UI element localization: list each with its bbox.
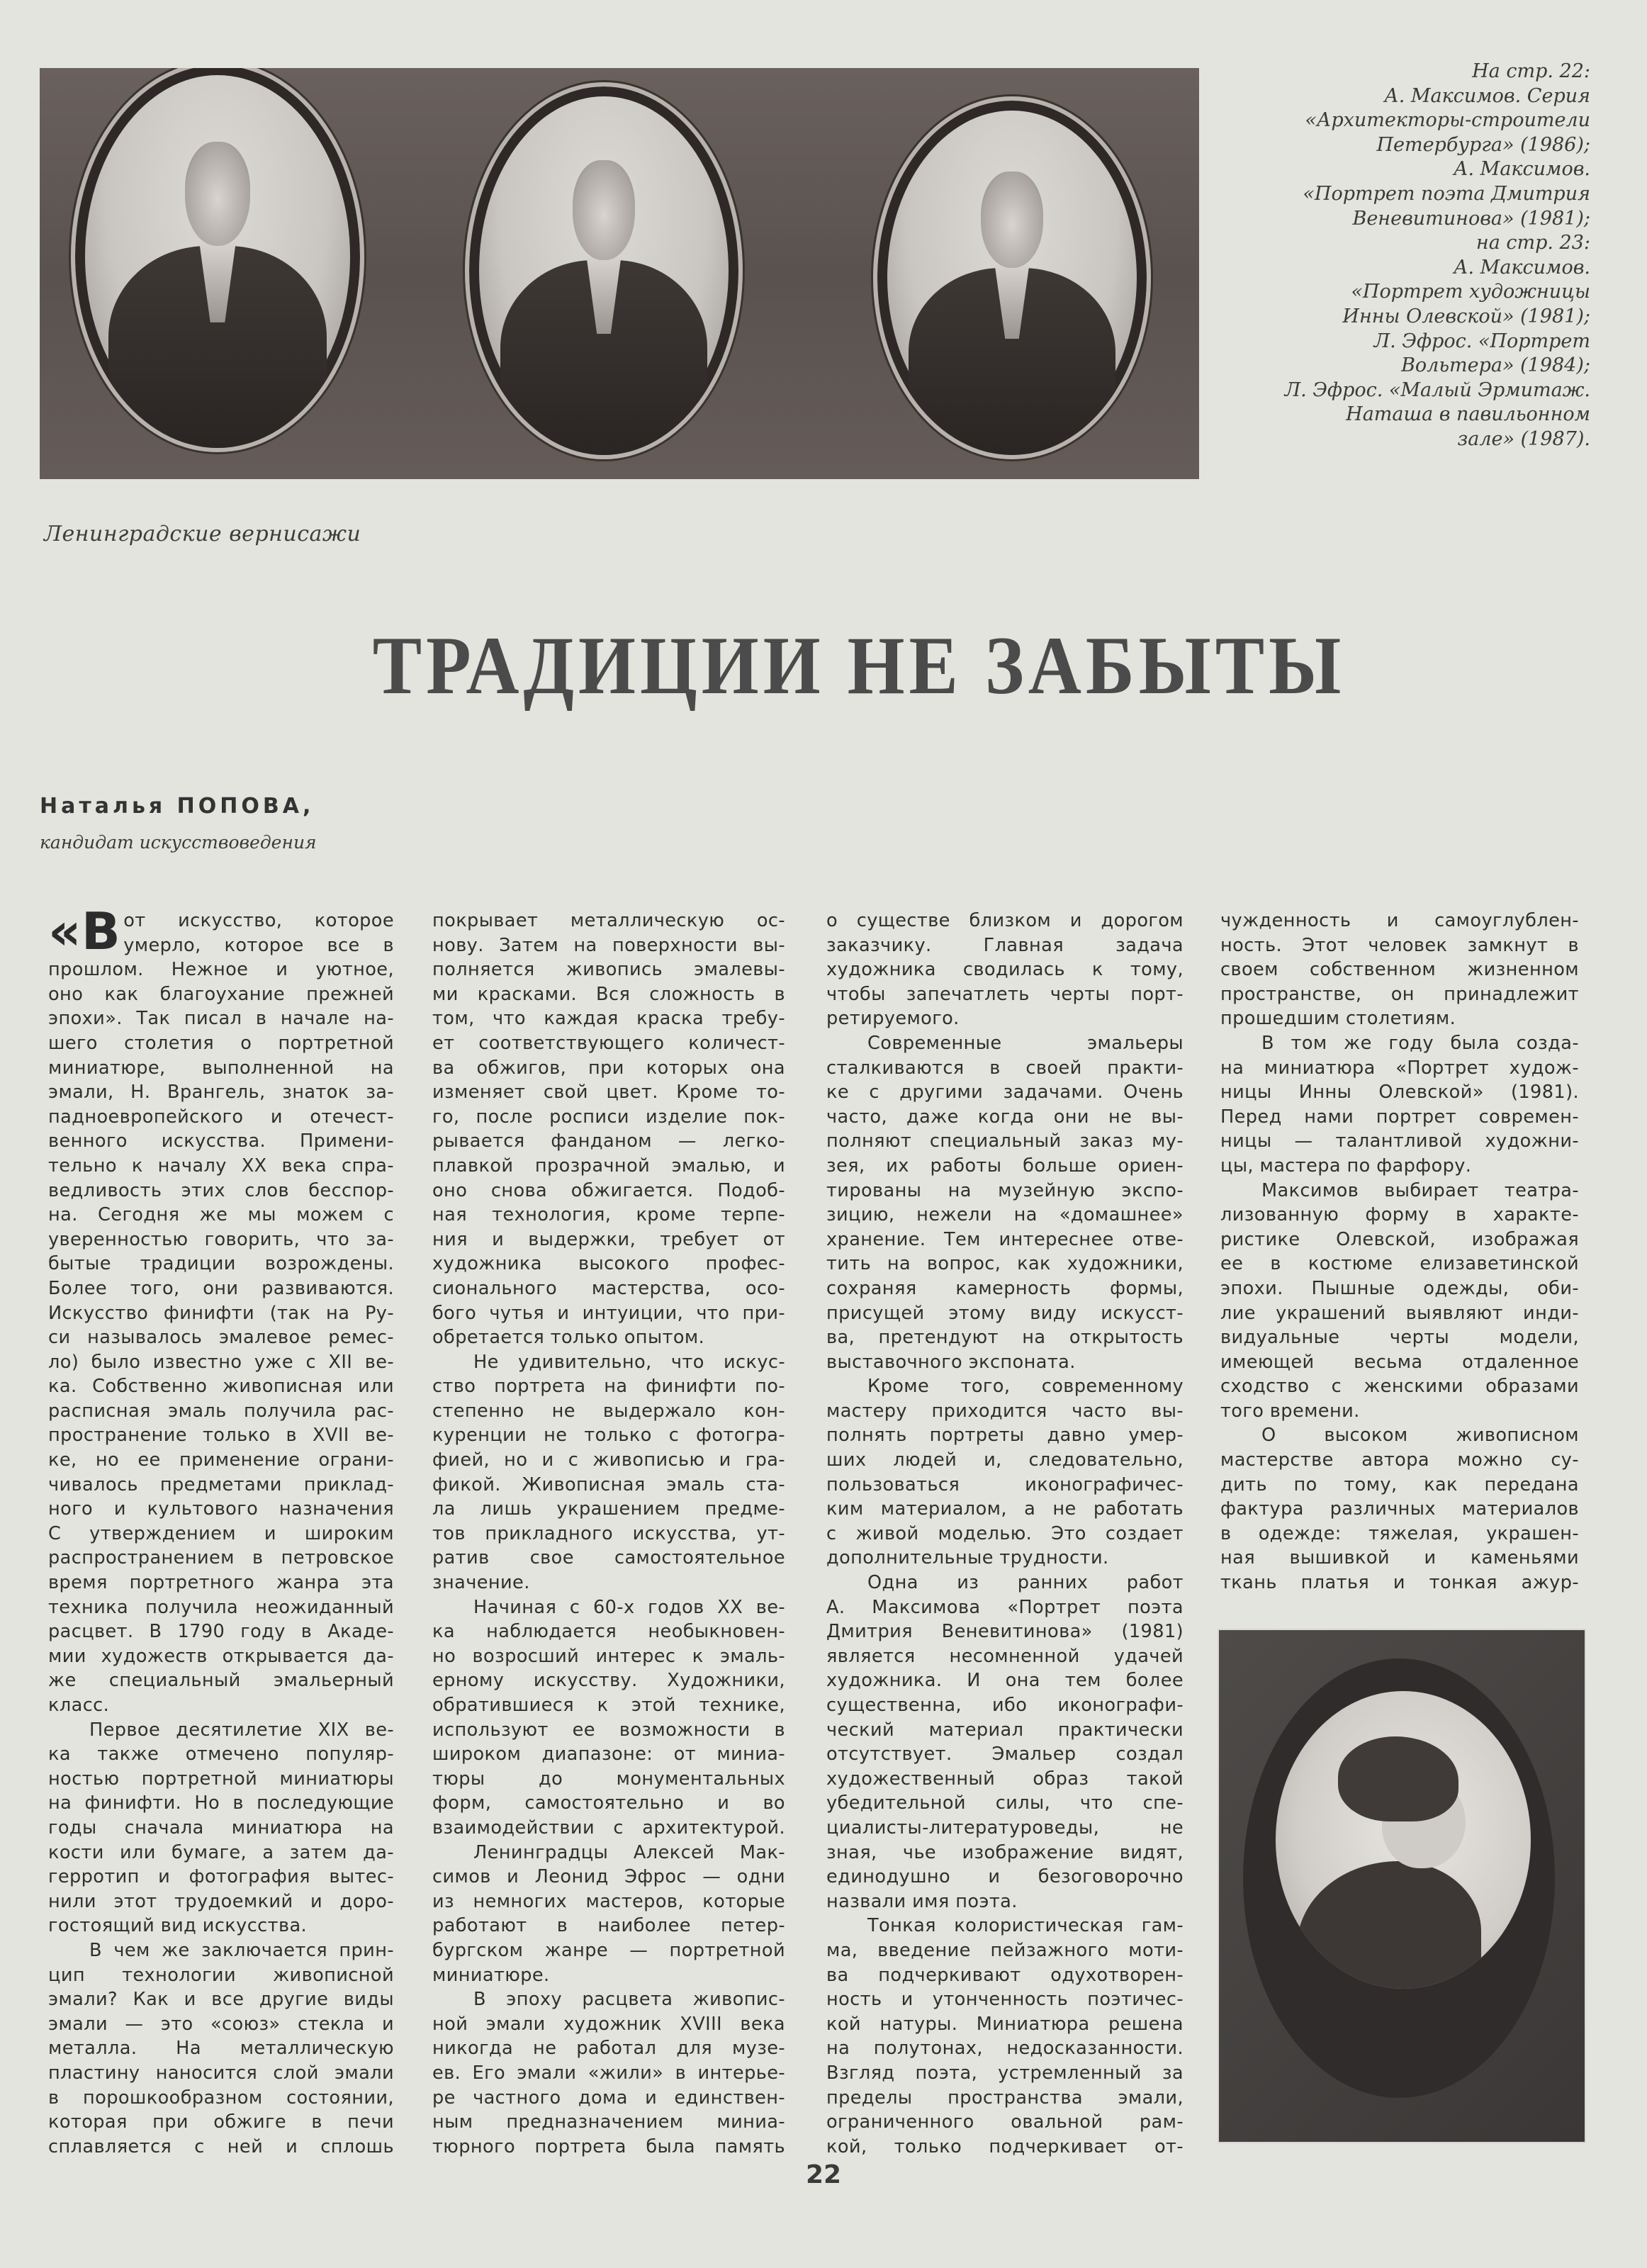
text-line: умерло, которое все в	[123, 934, 394, 956]
text-line: ло) было известно уже с XII ве-	[48, 1351, 394, 1373]
text-line: фактура различных материалов	[1220, 1498, 1579, 1520]
text-line: из немногих мастеров, которые	[432, 1890, 785, 1912]
text-line: на финифти. Но в последующие	[48, 1792, 394, 1814]
text-line: бургском жанре — портретной	[432, 1939, 785, 1961]
text-line: прошлом. Нежное и уютное,	[48, 959, 394, 981]
text-line: лие украшений выявляют инди-	[1220, 1302, 1579, 1324]
caption-line: Наташа в павильонном	[1346, 403, 1590, 426]
caption-line: На стр. 22:	[1472, 60, 1590, 82]
text-line: Перед нами портрет современ-	[1220, 1106, 1579, 1128]
text-line: художника. И она тем более	[826, 1670, 1184, 1692]
text-line: хранение. Тем интереснее отве-	[826, 1228, 1184, 1250]
text-line: А. Максимова «Портрет поэта	[826, 1596, 1184, 1618]
portrait-left	[71, 68, 364, 452]
text-line: расцвет. В 1790 году в Акаде-	[48, 1621, 394, 1643]
text-line: ка. Собственно живописная или	[48, 1376, 394, 1398]
text-line: но возросший интерес к эмаль-	[432, 1645, 785, 1667]
author-name: Наталья ПОПОВА,	[40, 794, 315, 819]
text-line: падноевропейского и отечест-	[48, 1106, 394, 1128]
caption-line: «Портрет поэта Дмитрия	[1303, 182, 1590, 205]
text-line: Не удивительно, что искус-	[473, 1351, 785, 1373]
text-line: сионального мастерства, осо-	[432, 1277, 785, 1299]
text-line: ведливость этих слов бесспор-	[48, 1179, 394, 1201]
text-line: мастерстве автора можно су-	[1220, 1449, 1579, 1471]
text-line: является несомненной удачей	[826, 1645, 1184, 1667]
sitter-figure	[926, 172, 1098, 455]
hair-shape	[1338, 1736, 1458, 1821]
text-line: зея, их работы больше ориен-	[826, 1155, 1184, 1177]
head-shape	[185, 142, 251, 246]
caption-line: Вольтера» (1984);	[1401, 354, 1590, 377]
text-line: О высоком живописном	[1261, 1425, 1579, 1447]
text-line: пределы пространства эмали,	[826, 2087, 1184, 2109]
text-line: Максимов выбирает театра-	[1261, 1179, 1579, 1201]
text-line: Искусство финифти (так на Ру-	[48, 1302, 394, 1324]
text-line: изменяет свой цвет. Кроме то-	[432, 1082, 785, 1104]
caption-line: зале» (1987).	[1457, 427, 1590, 450]
text-line: художника высокого профес-	[432, 1253, 785, 1275]
text-line: полняется живопись эмалевы-	[432, 959, 785, 981]
author-role: кандидат искусствоведения	[40, 832, 317, 853]
text-line: плавкой прозрачной эмалью, и	[432, 1155, 785, 1177]
text-column-4	[1220, 909, 1579, 1595]
text-line: на полутонах, недосказанности.	[826, 2038, 1184, 2060]
caption-line: «Портрет художницы	[1351, 281, 1590, 303]
text-line: нову. Затем на поверхности вы-	[432, 934, 785, 956]
text-line: полняют специальный заказ му-	[826, 1130, 1184, 1152]
text-line: циалисты-литературоведы, не	[826, 1817, 1184, 1838]
text-line: дополнительные трудности.	[826, 1547, 1109, 1569]
text-line: ческий материал практически	[826, 1719, 1184, 1741]
text-line: прошедшим столетиям.	[1220, 1008, 1456, 1030]
text-line: единодушно и безоговорочно	[826, 1866, 1184, 1888]
text-line: бытые традиции возрождены.	[48, 1253, 394, 1275]
text-line: сталкиваются в своей практи-	[826, 1057, 1184, 1079]
text-line: эпохи. Пышные одежды, оби-	[1220, 1277, 1579, 1299]
text-line: ва обжигов, при которых она	[432, 1057, 785, 1079]
text-line: чужденность и самоуглублен-	[1220, 910, 1579, 931]
text-line: С утверждением и широким	[48, 1522, 394, 1544]
text-line: В том же году была созда-	[1261, 1032, 1579, 1054]
text-line: эмали, Н. Врангель, знаток за-	[48, 1082, 394, 1104]
text-line: время портретного жанра эта	[48, 1572, 394, 1594]
text-line: ство портрета на финифти по-	[432, 1376, 785, 1398]
text-line: ке, но ее применение ограни-	[48, 1449, 394, 1471]
text-line: часто, даже когда они не вы-	[826, 1106, 1184, 1128]
text-line: Тонкая колористическая гам-	[867, 1915, 1184, 1937]
caption-line: «Архитекторы-строители	[1305, 109, 1590, 132]
text-line: тельно к началу XX века спра-	[48, 1155, 394, 1177]
text-line: работают в наиболее петер-	[432, 1915, 785, 1937]
text-line: Одна из ранних работ	[867, 1572, 1184, 1594]
text-line: Первое десятилетие XIX ве-	[89, 1719, 394, 1741]
text-line: сплавляется с ней и сплошь	[48, 2135, 394, 2157]
text-line: тюрного портрета была память	[432, 2135, 785, 2157]
text-line: цип технологии живописной	[48, 1964, 394, 1986]
head-shape	[573, 160, 635, 260]
text-line: фикой. Живописная эмаль ста-	[432, 1473, 785, 1495]
text-line: Взгляд поэта, устремленный за	[826, 2062, 1184, 2084]
text-line: В эпоху расцвета живопис-	[473, 1989, 785, 2011]
text-line: тов прикладного искусства, ут-	[432, 1522, 785, 1544]
page-number: 22	[805, 2160, 842, 2189]
text-line: герротип и фотография вытес-	[48, 1866, 394, 1888]
text-line: чтобы запечатлеть черты порт-	[826, 983, 1184, 1005]
miniature-enamel	[1276, 1691, 1531, 1989]
text-line: ре частного дома и единствен-	[432, 2087, 785, 2109]
text-line: класс.	[48, 1695, 110, 1716]
text-line: пространстве, он принадлежит	[1220, 983, 1579, 1005]
text-line: металла. На металлическую	[48, 2038, 394, 2060]
article-title: ТРАДИЦИИ НЕ ЗАБЫТЫ	[372, 620, 1346, 712]
text-line: распространением в петровское	[48, 1547, 394, 1569]
text-line: том, что каждая краска требу-	[432, 1008, 785, 1030]
text-line: ткань платья и тонкая ажур-	[1220, 1572, 1579, 1594]
text-line: видуальные черты модели,	[1220, 1327, 1579, 1349]
text-line: ным предназначением миниа-	[432, 2111, 785, 2133]
text-column-2	[432, 909, 785, 2159]
text-line: кой натуры. Миниатюра решена	[826, 2013, 1184, 2035]
text-line: пластину наносится слой эмали	[48, 2062, 394, 2084]
text-line: эмали? Как и все другие виды	[48, 1989, 394, 2011]
text-line: художественный образ такой	[826, 1768, 1184, 1790]
caption-line: Л. Эфрос. «Портрет	[1373, 330, 1590, 352]
text-line: имеющей весьма отдаленное	[1220, 1351, 1579, 1373]
photo-poet-portrait	[1218, 1629, 1586, 2143]
caption-line: А. Максимов. Серия	[1384, 84, 1590, 107]
text-line: отсутствует. Эмальер создал	[826, 1744, 1184, 1765]
text-line: ла лишь украшением предме-	[432, 1498, 785, 1520]
text-line: выставочного экспоната.	[826, 1351, 1076, 1373]
text-line: ет соответствующего количест-	[432, 1032, 785, 1054]
text-line: расписная эмаль получила рас-	[48, 1400, 394, 1422]
section-rubric: Ленинградские вернисажи	[44, 522, 361, 546]
text-line: ва, претендуют на открытость	[826, 1327, 1184, 1349]
text-line: от искусство, которое	[123, 910, 394, 931]
text-line: ность и утонченность поэтичес-	[826, 1989, 1184, 2011]
text-line: покрывает металлическую ос-	[432, 910, 785, 931]
caption-line: Петербурга» (1986);	[1376, 133, 1590, 156]
text-line: нили этот трудоемкий и доро-	[48, 1890, 394, 1912]
text-line: ев. Его эмали «жили» в интерье-	[432, 2062, 785, 2084]
text-line: сохраняя камерность формы,	[826, 1277, 1184, 1299]
text-line: миниатюре, выполненной на	[48, 1057, 394, 1079]
text-line: Кроме того, современному	[867, 1376, 1184, 1398]
photo-captions	[1205, 60, 1590, 452]
text-line: на. Сегодня же мы можем с	[48, 1204, 394, 1226]
text-line: взаимодействии с архитектурой.	[432, 1817, 785, 1838]
text-line: ратив свое самостоятельное	[432, 1547, 785, 1569]
text-line: венного искусства. Примени-	[48, 1130, 394, 1152]
text-line: ностью портретной миниатюры	[48, 1768, 394, 1790]
text-line: ерному искусству. Художники,	[432, 1670, 785, 1692]
text-line: художника сводилась к тому,	[826, 959, 1184, 981]
text-line: в порошкообразном состоянии,	[48, 2087, 394, 2109]
head-shape	[981, 172, 1043, 268]
text-line: пространение только в XVII ве-	[48, 1425, 394, 1447]
text-line: уверенностью говорить, что за-	[48, 1228, 394, 1250]
text-line: эпохи». Так писал в начале на-	[48, 1008, 394, 1030]
text-line: присущей этому виду искусст-	[826, 1302, 1184, 1324]
text-line: степенно не выдержало кон-	[432, 1400, 785, 1422]
text-line: ной эмали художник XVIII века	[432, 2013, 785, 2035]
text-line: форм, самостоятельно и во	[432, 1792, 785, 1814]
top-photo-three-miniatures	[40, 68, 1199, 479]
text-line: ва подчеркивают одухотворен-	[826, 1964, 1184, 1986]
text-line: ма, введение пейзажного моти-	[826, 1939, 1184, 1961]
text-line: эмали — это «союз» стекла и	[48, 2013, 394, 2035]
text-line: В чем же заключается прин-	[89, 1939, 394, 1961]
text-line: симов и Леонид Эфрос — одни	[432, 1866, 785, 1888]
text-line: тюры до монументальных	[432, 1768, 785, 1790]
text-line: своем собственном жизненном	[1220, 959, 1579, 981]
sitter-figure	[126, 142, 308, 448]
text-line: ке с другими задачами. Очень	[826, 1082, 1184, 1104]
text-line: ницы Инны Олевской» (1981).	[1220, 1082, 1579, 1104]
text-line: в одежде: тяжелая, украшен-	[1220, 1522, 1579, 1544]
text-line: Ленинградцы Алексей Мак-	[473, 1841, 785, 1863]
text-line: ния и выдержки, требует от	[432, 1228, 785, 1250]
text-column-3	[826, 909, 1184, 2159]
text-line: ка наблюдается необыкновен-	[432, 1621, 785, 1643]
caption-line: А. Максимов.	[1454, 256, 1590, 279]
caption-line: Л. Эфрос. «Малый Эрмитаж.	[1284, 378, 1590, 401]
text-line: никогда не работал для музе-	[432, 2038, 785, 2060]
text-line: цы, мастера по фарфору.	[1220, 1155, 1472, 1177]
text-line: лизованную форму в характе-	[1220, 1204, 1579, 1226]
text-line: которая при обжиге в печи	[48, 2111, 394, 2133]
text-line: рывается фанданом — легко-	[432, 1130, 785, 1152]
text-line: сходство с женскими образами	[1220, 1376, 1579, 1398]
sitter-figure	[517, 160, 690, 455]
text-line: тить на вопрос, как художники,	[826, 1253, 1184, 1275]
text-line: Начиная с 60-х годов XX ве-	[473, 1596, 785, 1618]
text-line: шего столетия о портретной	[48, 1032, 394, 1054]
caption-line: Инны Олевской» (1981);	[1342, 305, 1590, 327]
text-line: пользоваться иконографичес-	[826, 1473, 1184, 1495]
text-line: ницы — талантливой художни-	[1220, 1130, 1579, 1152]
text-line: ка также отмечено популяр-	[48, 1744, 394, 1765]
text-line: ность. Этот человек замкнут в	[1220, 934, 1579, 956]
text-line: ших людей и, следовательно,	[826, 1449, 1184, 1471]
text-line: чивалось предметами приклад-	[48, 1473, 394, 1495]
caption-line: А. Максимов.	[1454, 158, 1590, 181]
text-line: полнять портреты давно умер-	[826, 1425, 1184, 1447]
text-line: обратившиеся к этой технике,	[432, 1695, 785, 1716]
text-line: заказчику. Главная задача	[826, 934, 1184, 956]
text-line: ристике Олевской, изображая	[1220, 1228, 1579, 1250]
text-line: миниатюре.	[432, 1964, 550, 1986]
text-line: фией, но и с живописью и гра-	[432, 1449, 785, 1471]
drop-cap: «В	[48, 902, 121, 961]
text-line: широком диапазоне: от миниа-	[432, 1744, 785, 1765]
text-line: гостоящий вид искусства.	[48, 1915, 308, 1937]
text-line: существенна, ибо иконографи-	[826, 1695, 1184, 1716]
text-line: ее в костюме елизаветинской	[1220, 1253, 1579, 1275]
text-line: ного и культового назначения	[48, 1498, 394, 1520]
text-line: на миниатюра «Портрет худож-	[1220, 1057, 1579, 1079]
portrait-right	[873, 96, 1151, 459]
text-line: бого чутья и интуиции, что при-	[432, 1302, 785, 1324]
text-line: обретается только опытом.	[432, 1327, 705, 1349]
text-line: тированы на музейную экспо-	[826, 1179, 1184, 1201]
text-line: куренции не только с фотогра-	[432, 1425, 785, 1447]
text-line: ретируемого.	[826, 1008, 960, 1030]
text-line: о существе близком и дорогом	[826, 910, 1184, 931]
text-line: си называлось эмалевое ремес-	[48, 1327, 394, 1349]
text-line: Современные эмальеры	[867, 1032, 1184, 1054]
text-line: дить по тому, как передана	[1220, 1473, 1579, 1495]
text-line: ная технология, кроме терпе-	[432, 1204, 785, 1226]
text-line: того времени.	[1220, 1400, 1360, 1422]
text-line: используют ее возможности в	[432, 1719, 785, 1741]
text-line: значение.	[432, 1572, 530, 1594]
text-line: назвали имя поэта.	[826, 1890, 1018, 1912]
text-line: ким материалом, а не работать	[826, 1498, 1184, 1520]
text-line: мастеру приходится часто вы-	[826, 1400, 1184, 1422]
text-line: Дмитрия Веневитинова» (1981)	[826, 1621, 1184, 1643]
text-line: мии художеств открывается да-	[48, 1645, 394, 1667]
text-line: оно снова обжигается. Подоб-	[432, 1179, 785, 1201]
coat-shape	[1297, 1861, 1481, 1989]
portrait-center	[465, 82, 743, 459]
text-column-1	[48, 902, 394, 2159]
caption-line: Веневитинова» (1981);	[1352, 207, 1590, 230]
text-line: го, после росписи изделие пок-	[432, 1106, 785, 1128]
text-line: оно как благоухание прежней	[48, 983, 394, 1005]
text-line: ми красками. Вся сложность в	[432, 983, 785, 1005]
text-line: техника получила неожиданный	[48, 1596, 394, 1618]
text-line: с живой моделью. Это создает	[826, 1522, 1184, 1544]
text-line: ная вышивкой и каменьями	[1220, 1547, 1579, 1569]
text-line: кости или бумаге, а затем да-	[48, 1841, 394, 1863]
text-line: зицию, нежели на «домашнее»	[826, 1204, 1184, 1226]
text-line: зная, чье изображение видят,	[826, 1841, 1184, 1863]
caption-line: на стр. 23:	[1475, 232, 1590, 254]
text-line: кой, только подчеркивает от-	[826, 2135, 1184, 2157]
text-line: же специальный эмальерный	[48, 1670, 394, 1692]
text-line: ограниченного овальной рам-	[826, 2111, 1184, 2133]
text-line: годы сначала миниатюра на	[48, 1817, 394, 1838]
text-line: убедительной силы, что спе-	[826, 1792, 1184, 1814]
text-line: Более того, они развиваются.	[48, 1277, 394, 1299]
